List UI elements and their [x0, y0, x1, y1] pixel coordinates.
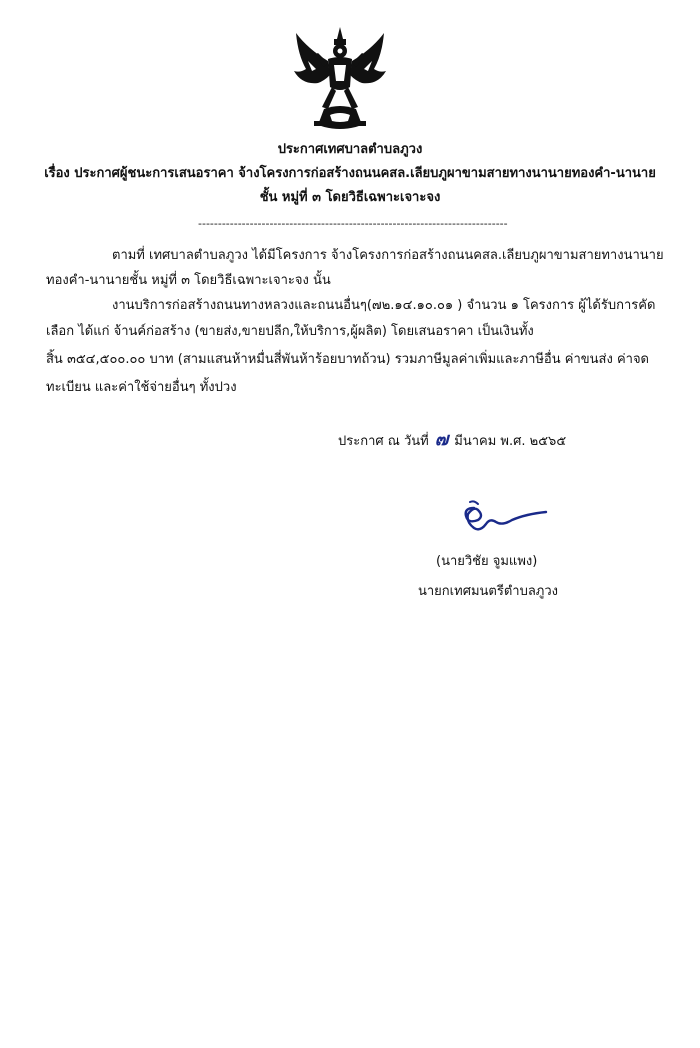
garuda-emblem-icon — [288, 25, 392, 137]
subject-line-2: ชั้น หมู่ที่ ๓ โดยวิธีเฉพาะเจาะจง — [259, 190, 441, 205]
announcement-prefix: ประกาศ ณ วันที่ — [338, 434, 429, 449]
subject-line-1: เรื่อง ประกาศผู้ชนะการเสนอราคา จ้างโครงการก่อสร้างถนนคสล.เลียบภูผาขามสายทางนานายทองคำ-นานาย — [44, 166, 656, 181]
paragraph-2-line-1: งานบริการก่อสร้างถนนทางหลวงและถนนอื่นๆ(๗๒.๑๔.๑๐.๐๑ ) จำนวน ๑ โครงการ ผู้ได้รับการคัด — [112, 298, 656, 313]
announcement-date — [338, 430, 566, 452]
org-title: ประกาศเทศบาลตำบลภูวง — [277, 142, 423, 157]
signer-position: นายกเทศมนตรีตำบลภูวง — [418, 584, 558, 599]
announcement-month-year: มีนาคม พ.ศ. ๒๕๖๕ — [454, 434, 567, 449]
header-divider: ------------------------------------------------------------------------------ — [198, 217, 508, 230]
paragraph-2-line-2: เลือก ได้แก่ จ้านค์ก่อสร้าง (ขายส่ง,ขายปลีก,ให้บริการ,ผู้ผลิต) โดยเสนอราคา เป็นเงินทั้ง — [46, 324, 534, 339]
signer-name: (นายวิชัย จูมแพง) — [436, 554, 538, 569]
announcement-day: ๗ — [434, 429, 449, 450]
paragraph-1-line-1: ตามที่ เทศบาลตำบลภูวง ได้มีโครงการ จ้างโครงการก่อสร้างถนนคสล.เลียบภูผาขามสายทางนานาย — [112, 248, 664, 263]
paragraph-1-line-2: ทองคำ-นานายชั้น หมู่ที่ ๓ โดยวิธีเฉพาะเจาะจง นั้น — [46, 273, 331, 288]
paragraph-2-line-3: สิ้น ๓๕๔,๕๐๐.๐๐ บาท (สามแสนห้าหมื่นสี่พันห้าร้อยบาทถ้วน) รวมภาษีมูลค่าเพิ่มและภาษีอื่น ค่าขนส่ง ค่าจด — [46, 352, 650, 367]
handwritten-signature-icon — [456, 498, 556, 538]
paragraph-2-line-4: ทะเบียน และค่าใช้จ่ายอื่นๆ ทั้งปวง — [46, 380, 237, 395]
